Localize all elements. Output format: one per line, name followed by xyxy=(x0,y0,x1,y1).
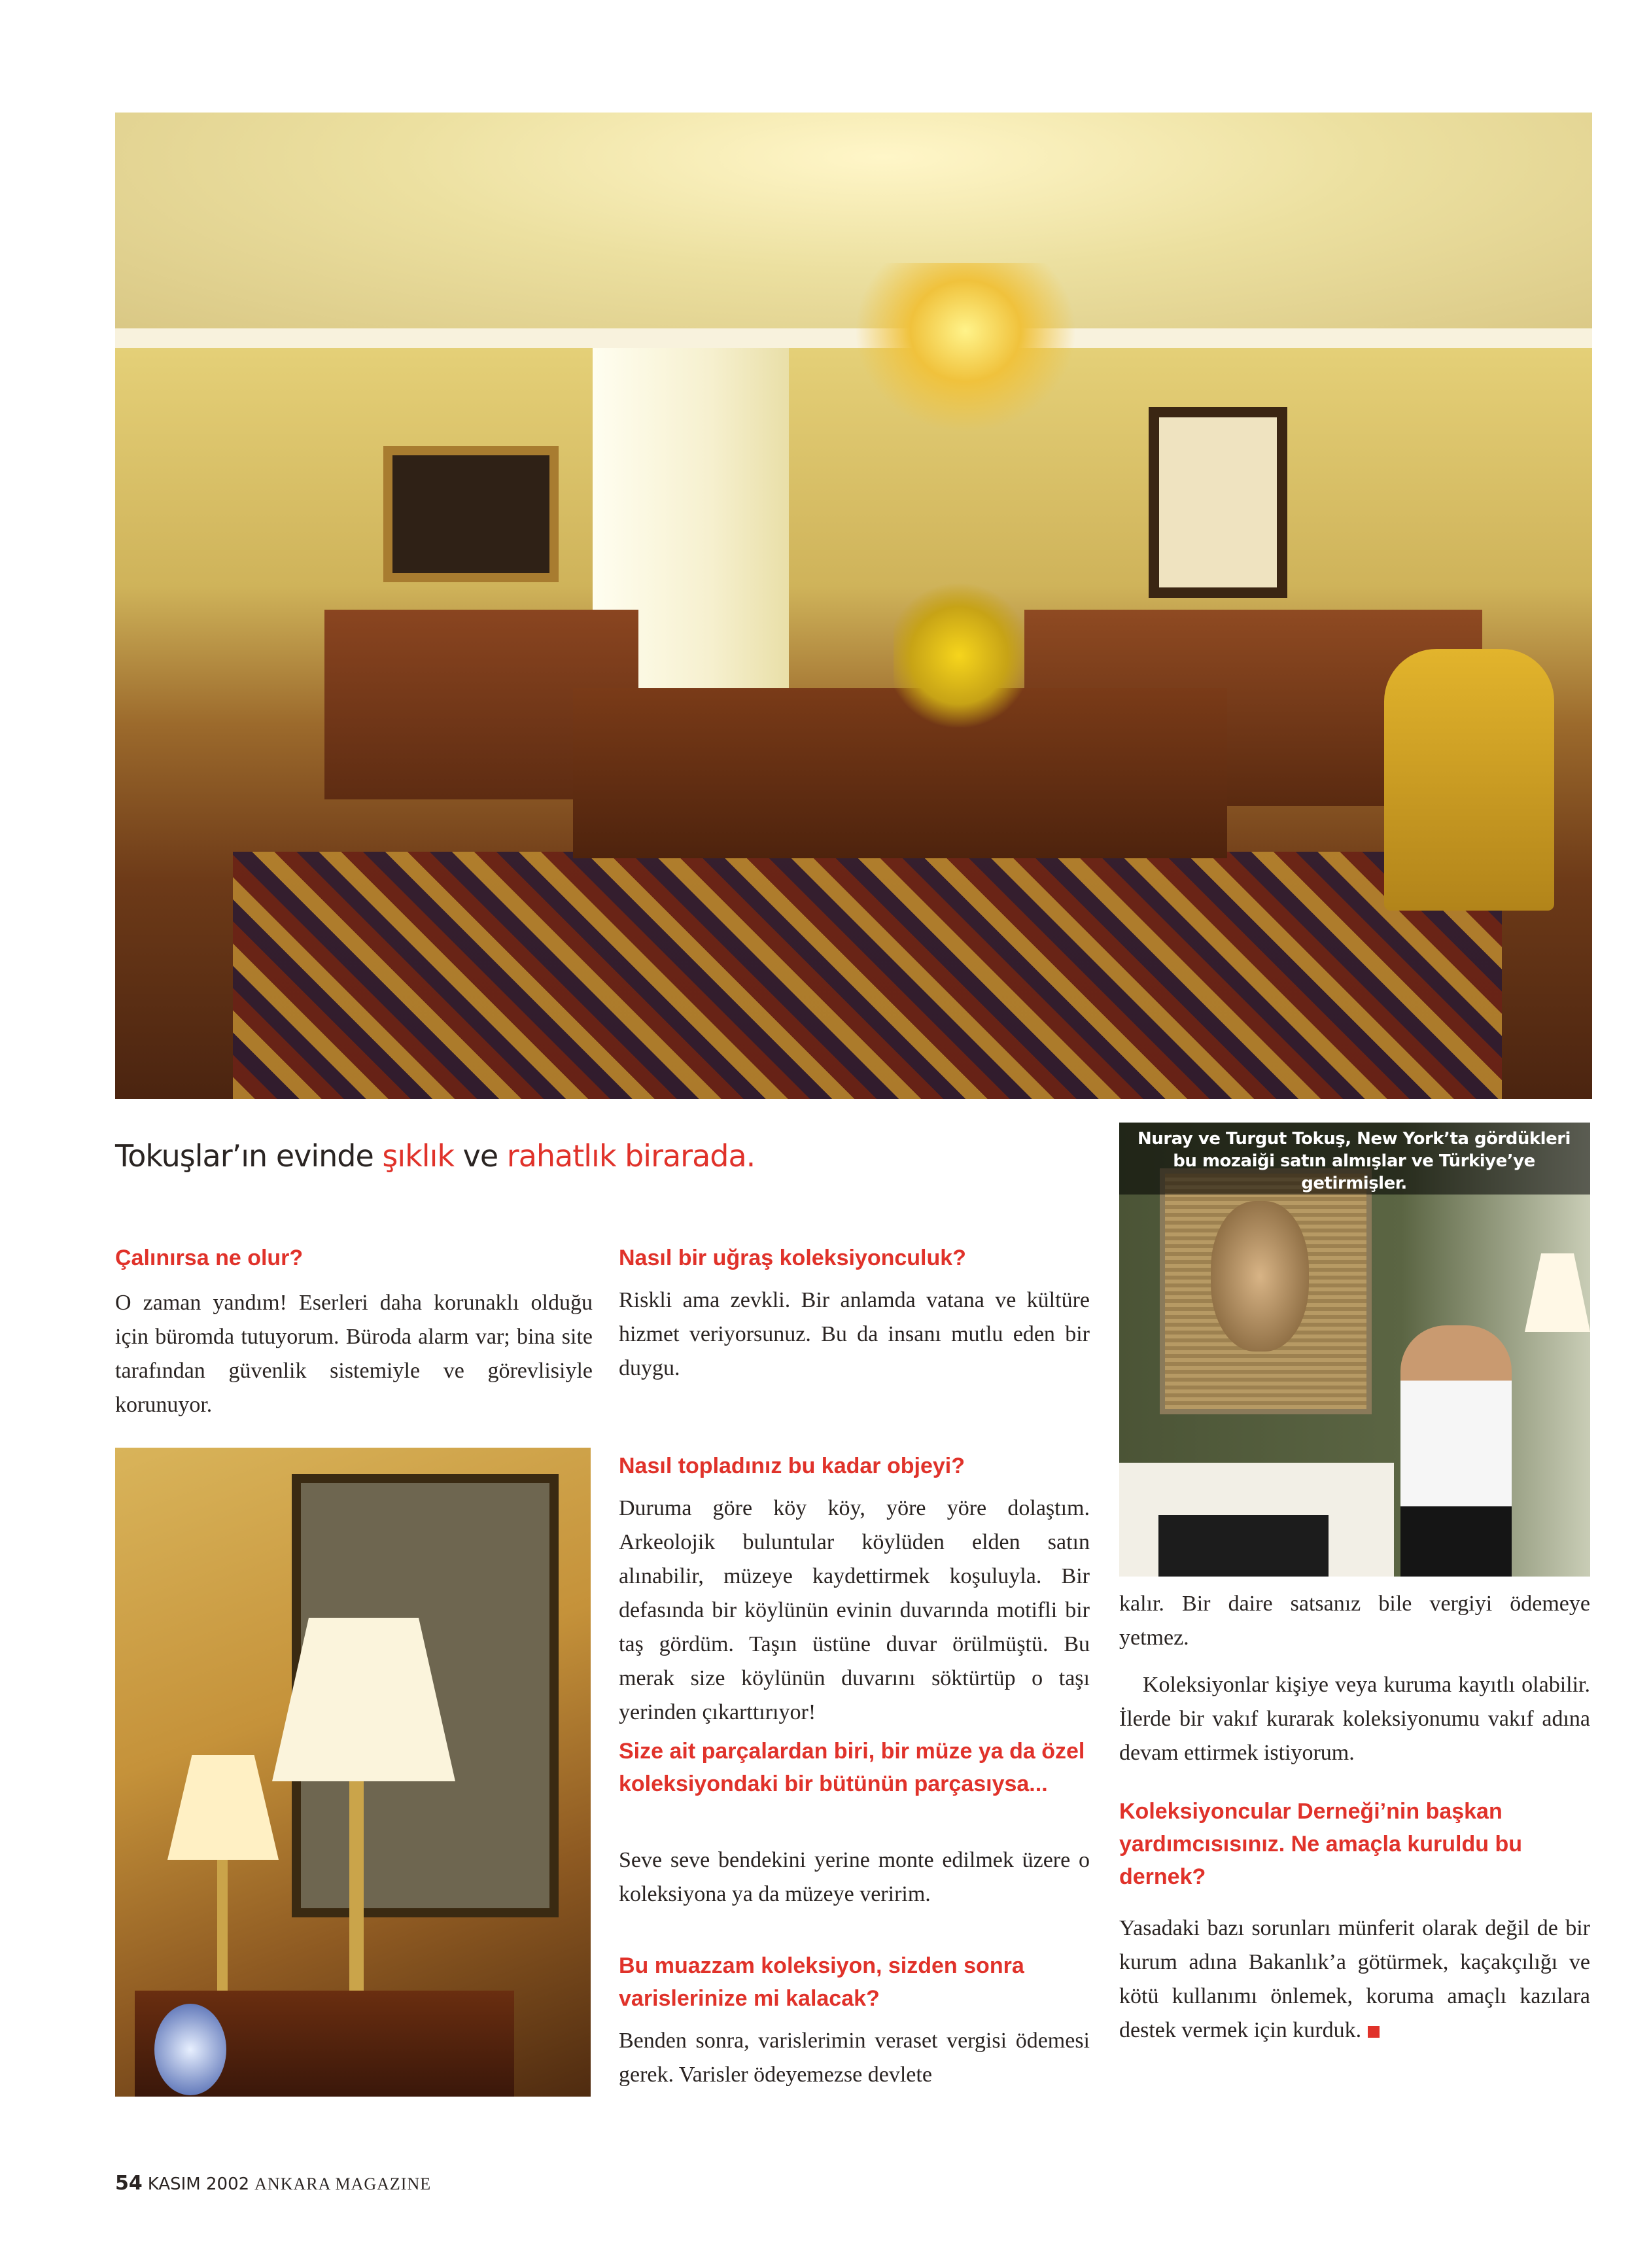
question-heading: Size ait parçalardan biri, bir müze ya da özel koleksiyondaki bir bütünün parçasıysa... xyxy=(619,1739,1085,1796)
end-mark-icon xyxy=(1368,2026,1380,2038)
still-life-painting xyxy=(383,446,559,582)
question-heading: Koleksiyoncular Derneği’nin başkan yardımcısısınız. Ne amaçla kuruldu bu dernek? xyxy=(1119,1799,1522,1889)
lamps-console-photo xyxy=(115,1448,591,2097)
answer-paragraph-final xyxy=(1119,1911,1590,2048)
lamp-shade-small xyxy=(167,1755,279,1860)
firebox xyxy=(1158,1515,1329,1577)
woman-figure xyxy=(1400,1325,1512,1577)
chandelier xyxy=(854,263,1077,433)
answer-paragraph: Duruma göre köy köy, yöre yöre dolaştım. Arkeolojik buluntular köylüden elden satın alınabilir, müzeye kaydettirmek koşuluyla. Bir defasında bir köylünün evinin duvarında motifli bir taş gördüm. Taşın üstüne duvar örülmüştü. Bu merak size köylünün duvarını söktürtüp o taşı yerinden çıkarttırıyor! xyxy=(619,1496,1090,1724)
porcelain-vase xyxy=(154,2004,226,2095)
magazine-name: ANKARA MAGAZINE xyxy=(254,2174,432,2193)
photo-caption: Nuray ve Turgut Tokuş, New York’ta gördükleri bu mozaiği satın almışlar ve Türkiye’ye getirmişler. xyxy=(1138,1129,1571,1193)
question-heading: Çalınırsa ne olur? xyxy=(115,1246,304,1270)
yellow-armchair xyxy=(1384,649,1554,911)
oriental-rug xyxy=(233,852,1502,1099)
ceiling xyxy=(115,113,1592,335)
page-footer xyxy=(115,2172,431,2195)
tagline-part2: ve xyxy=(454,1138,507,1174)
answer-paragraph: Seve seve bendekini yerine monte edilmek üzere o koleksiyona ya da müzeye veririm. xyxy=(619,1848,1090,1906)
question-heading: Nasıl topladınız bu kadar objeyi? xyxy=(619,1454,965,1478)
crown-molding xyxy=(115,328,1592,348)
flower-vase xyxy=(894,584,1024,727)
answer-paragraph: kalır. Bir daire satsanız bile vergiyi ödemeye yetmez. xyxy=(1119,1592,1590,1650)
page-number: 54 xyxy=(115,2172,143,2195)
tagline-highlight-1: şıklık xyxy=(382,1138,455,1174)
tagline-part1: Tokuşlar’ın evinde xyxy=(115,1138,383,1174)
issue-date: KASIM 2002 xyxy=(147,2174,250,2194)
answer-paragraph: Koleksiyonlar kişiye veya kuruma kayıtlı olabilir. İlerde bir vakıf kurarak koleksiyonumu vakıf adına devam ettirmek istiyorum. xyxy=(1119,1673,1590,1765)
lamp-stand xyxy=(349,1781,364,1991)
question-heading: Bu muazzam koleksiyon, sizden sonra varislerinize mi kalacak? xyxy=(619,1953,1024,2011)
lamp-shade xyxy=(1525,1253,1590,1332)
mosaic-figure xyxy=(1211,1201,1309,1352)
tagline-highlight-2: rahatlık birarada. xyxy=(506,1138,756,1174)
answer-paragraph: Benden sonra, varislerimin veraset vergisi ödemesi gerek. Varisler ödeyemezse devlete xyxy=(619,2029,1090,2087)
photo-tagline xyxy=(115,1138,755,1174)
dining-room-photo xyxy=(115,113,1592,1099)
question-heading: Nasıl bir uğraş koleksiyonculuk? xyxy=(619,1246,966,1270)
framed-document xyxy=(1149,407,1287,598)
answer-text: Yasadaki bazı sorunları münferit olarak değil de bir kurum adına Bakanlık’a götürmek, kaçakçılığı ve kötü kullanımı önlemek, koruma amaçlı kazılara destek vermek için kurduk. xyxy=(1119,1916,1590,2042)
answer-paragraph: O zaman yandım! Eserleri daha korunaklı olduğu için büromda tutuyorum. Büroda alarm var; bina site tarafından güvenlik sistemiyle ve görevlisiyle korunuyor. xyxy=(115,1291,593,1417)
answer-paragraph: Riskli ama zevkli. Bir anlamda vatana ve kültüre hizmet veriyorsunuz. Bu da insanı mutlu eden bir duygu. xyxy=(619,1288,1090,1380)
